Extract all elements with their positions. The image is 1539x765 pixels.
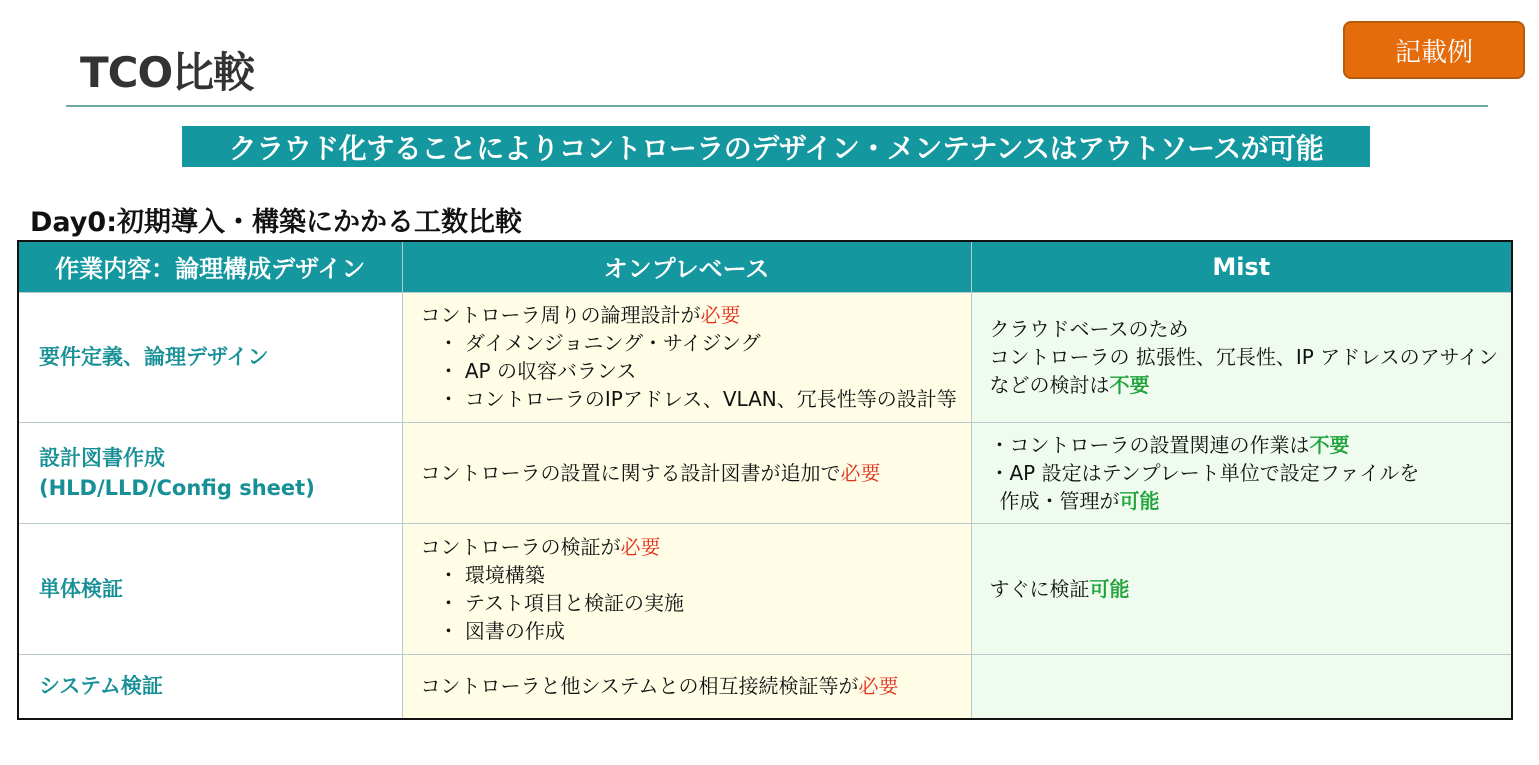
row-label: 単体検証: [18, 523, 402, 654]
onprem-bullet: ・ テスト項目と検証の実施: [438, 590, 685, 615]
table-row: [18, 292, 1512, 422]
required-mark: 必要: [700, 303, 741, 327]
possible-mark: 可能: [1119, 488, 1160, 513]
onprem-bullet: ・ AP の収容バランス: [438, 359, 637, 383]
mist-cell: すぐに検証可能: [971, 523, 1512, 654]
column-header-mist: Mist: [971, 241, 1512, 292]
onprem-lead: コントローラ周りの論理設計が必要: [420, 303, 741, 327]
required-mark: 必要: [858, 674, 899, 699]
mist-line: ・コントローラの設置関連の作業は不要: [989, 432, 1350, 457]
onprem-cell: コントローラと他システムとの相互接続検証等が必要: [402, 654, 971, 719]
row-label: 設計図書作成 (HLD/LLD/Config sheet): [18, 422, 402, 523]
row-label: 要件定義、論理デザイン: [18, 292, 402, 422]
table-row: [18, 422, 1512, 523]
onprem-bullet: ・ ダイメンジョニング・サイジング: [438, 331, 761, 355]
onprem-cell: [402, 292, 971, 422]
not-required-mark: 不要: [1309, 432, 1350, 457]
onprem-cell: コントローラの設置に関する設計図書が追加で必要: [402, 422, 971, 523]
section-subtitle: Day0:初期導入・構築にかかる工数比較: [30, 207, 522, 238]
mist-line: クラウドベースのため: [989, 317, 1189, 341]
mist-line: などの検討は不要: [989, 373, 1150, 397]
possible-mark: 可能: [1089, 576, 1130, 601]
required-mark: 必要: [620, 534, 661, 559]
table-row: [18, 523, 1512, 654]
column-header-task: 作業内容：論理構成デザイン: [18, 241, 402, 292]
mist-cell: [971, 422, 1512, 523]
required-mark: 必要: [840, 460, 881, 485]
mist-line: コントローラの 拡張性、冗長性、IP アドレスのアサイン: [989, 345, 1499, 369]
mist-line: 作成・管理が可能: [999, 488, 1160, 513]
mist-cell: [971, 292, 1512, 422]
comparison-table: [17, 240, 1513, 720]
example-badge: 記載例: [1343, 21, 1525, 79]
onprem-lead: コントローラの検証が必要: [420, 534, 661, 559]
table-header-row: [18, 241, 1512, 292]
onprem-bullet: ・ 環境構築: [438, 562, 545, 587]
column-header-onprem: オンプレベース: [402, 241, 971, 292]
row-label: システム検証: [18, 654, 402, 719]
onprem-cell: [402, 523, 971, 654]
onprem-bullet: ・ 図書の作成: [438, 618, 565, 643]
table-row: [18, 654, 1512, 719]
title-divider: [66, 105, 1488, 107]
summary-banner: クラウド化することによりコントローラのデザイン・メンテナンスはアウトソースが可能: [182, 126, 1370, 167]
mist-cell: [971, 654, 1512, 719]
page-title: TCO比較: [80, 48, 255, 97]
onprem-bullet: ・ コントローラのIPアドレス、VLAN、冗長性等の設計等: [438, 387, 957, 411]
not-required-mark: 不要: [1109, 373, 1150, 397]
mist-line: ・AP 設定はテンプレート単位で設定ファイルを: [989, 460, 1420, 485]
